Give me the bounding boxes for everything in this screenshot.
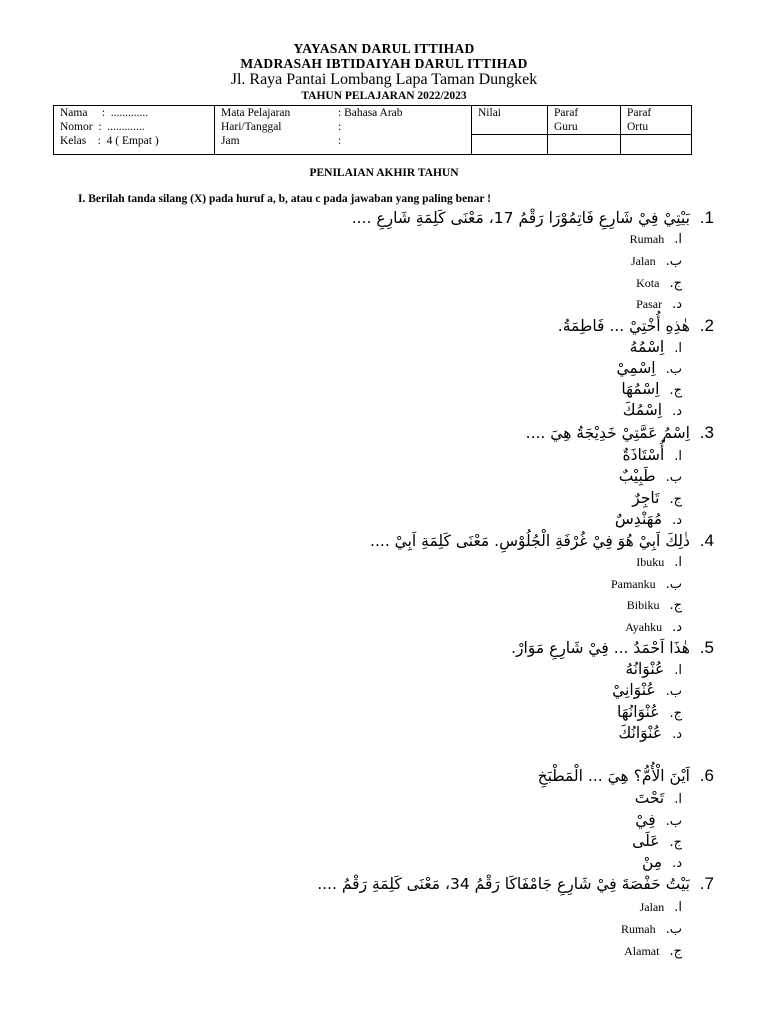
question-6: 6. اَيْنَ الْأُمُّ؟ هِيَ ... الْمَطْبَخِ [537, 766, 714, 785]
q1-option-c[interactable]: ج.Kota [636, 276, 682, 291]
q3-option-a[interactable]: ا.أُسْتَاذَةٌ [622, 446, 682, 464]
q1-option-d[interactable]: د.Pasar [636, 297, 682, 312]
q5-option-c[interactable]: ج.عُنْوَانُهَا [617, 703, 682, 721]
q4-option-d[interactable]: د.Ayahku [625, 620, 682, 635]
q7-option-a[interactable]: ا.Jalan [639, 900, 682, 915]
q5-option-a[interactable]: ا.عُنْوَانُهُ [625, 660, 682, 678]
score-header: Nilai [472, 106, 548, 135]
question-number: 1. [699, 208, 714, 227]
academic-year: TAHUN PELAJARAN 2022/2023 [301, 90, 467, 102]
q6-option-c[interactable]: ج.عَلَى [632, 832, 682, 850]
instruction-text: I. Berilah tanda silang (X) pada huruf a, b, atau c pada jawaban yang paling benar ! [78, 193, 491, 205]
subject-info-cell [215, 106, 472, 155]
question-4: 4. ذٰلِكَ اَبِيْ هُوَ فِيْ غُرْفَةِ الْجُلُوْسِ. مَعْنَى كَلِمَةِ اَبِيْ .... [370, 531, 714, 550]
score-box[interactable] [472, 135, 548, 155]
question-5: 5. هٰذَا اَحْمَدُ ... فِيْ شَارِعِ مَوَارْ. [511, 638, 714, 657]
teacher-sign-header: Paraf Guru [548, 106, 621, 135]
q7-option-b[interactable]: ب.Rumah [620, 922, 682, 937]
date-label: Hari/Tanggal [221, 121, 282, 133]
question-7: 7. بَيْتُ حَفْصَةَ فِيْ شَارِعِ جَامْفَاكَا رَقْمُ 34، مَعْنَى كَلِمَةِ رَقْمُ .... [317, 874, 714, 893]
question-2: 2. هٰذِهِ أُخْتِيْ ... فَاطِمَةُ. [557, 316, 714, 335]
exam-title: PENILAIAN AKHIR TAHUN [309, 167, 459, 179]
student-identity-cell [54, 106, 215, 155]
question-text: بَيْتِيْ فِيْ شَارِعِ فَاتِمُوْرَا رَقْمُ 17، مَعْنَى كَلِمَةِ شَارِعِ .... [351, 209, 690, 227]
subject-value: : Bahasa Arab [338, 107, 403, 119]
foundation-name: YAYASAN DARUL ITTIHAD [293, 41, 475, 56]
q4-option-c[interactable]: ج.Bibiku [626, 598, 682, 613]
q4-option-b[interactable]: ب.Pamanku [610, 577, 682, 592]
teacher-sign-box[interactable] [548, 135, 621, 155]
subject-label: Mata Pelajaran [221, 107, 291, 119]
q6-option-a[interactable]: ا.تَحْتَ [634, 789, 682, 807]
q5-option-b[interactable]: ب.عُنْوَانِيْ [612, 681, 682, 699]
q2-option-c[interactable]: ج.اِسْمُهَا [621, 380, 682, 398]
name-field: Nama : ............. [60, 107, 149, 119]
q1-option-a[interactable]: ا.Rumah [629, 232, 682, 247]
class-field: Kelas : 4 ( Empat ) [60, 135, 159, 147]
question-1 [352, 208, 714, 228]
q4-option-a[interactable]: ا.Ibuku [636, 555, 682, 570]
date-value: : [338, 121, 342, 133]
school-address: Jl. Raya Pantai Lombang Lapa Taman Dungkek [230, 71, 538, 88]
time-value: : [338, 135, 342, 147]
student-info-table [53, 105, 692, 155]
q2-option-b[interactable]: ب.اِسْمِيْ [616, 359, 682, 377]
number-field: Nomor : ............. [60, 121, 145, 133]
time-label: Jam [221, 135, 240, 147]
q7-option-c[interactable]: ج.Alamat [624, 944, 682, 959]
q6-option-b[interactable]: ب.فِيْ [635, 811, 682, 829]
question-3: 3. اِسْمُ عَمَّتِيْ خَدِيْجَةُ هِيَ .... [525, 423, 714, 442]
parent-sign-box[interactable] [621, 135, 692, 155]
q3-option-c[interactable]: ج.تَاجِرٌ [632, 489, 682, 507]
q3-option-d[interactable]: د.مُهَنْدِسٌ [614, 510, 682, 528]
q2-option-a[interactable]: ا.اِسْمُهُ [629, 338, 682, 356]
school-name: MADRASAH IBTIDAIYAH DARUL ITTIHAD [240, 56, 528, 71]
q3-option-b[interactable]: ب.طَبِيْبٌ [618, 467, 682, 485]
parent-sign-header: Paraf Ortu [621, 106, 692, 135]
q1-option-b[interactable]: ب.Jalan [630, 254, 682, 269]
q6-option-d[interactable]: د.مِنْ [641, 853, 682, 871]
q2-option-d[interactable]: د.اِسْمُكَ [622, 401, 682, 419]
q5-option-d[interactable]: د.عُنْوَانُكَ [618, 724, 682, 742]
